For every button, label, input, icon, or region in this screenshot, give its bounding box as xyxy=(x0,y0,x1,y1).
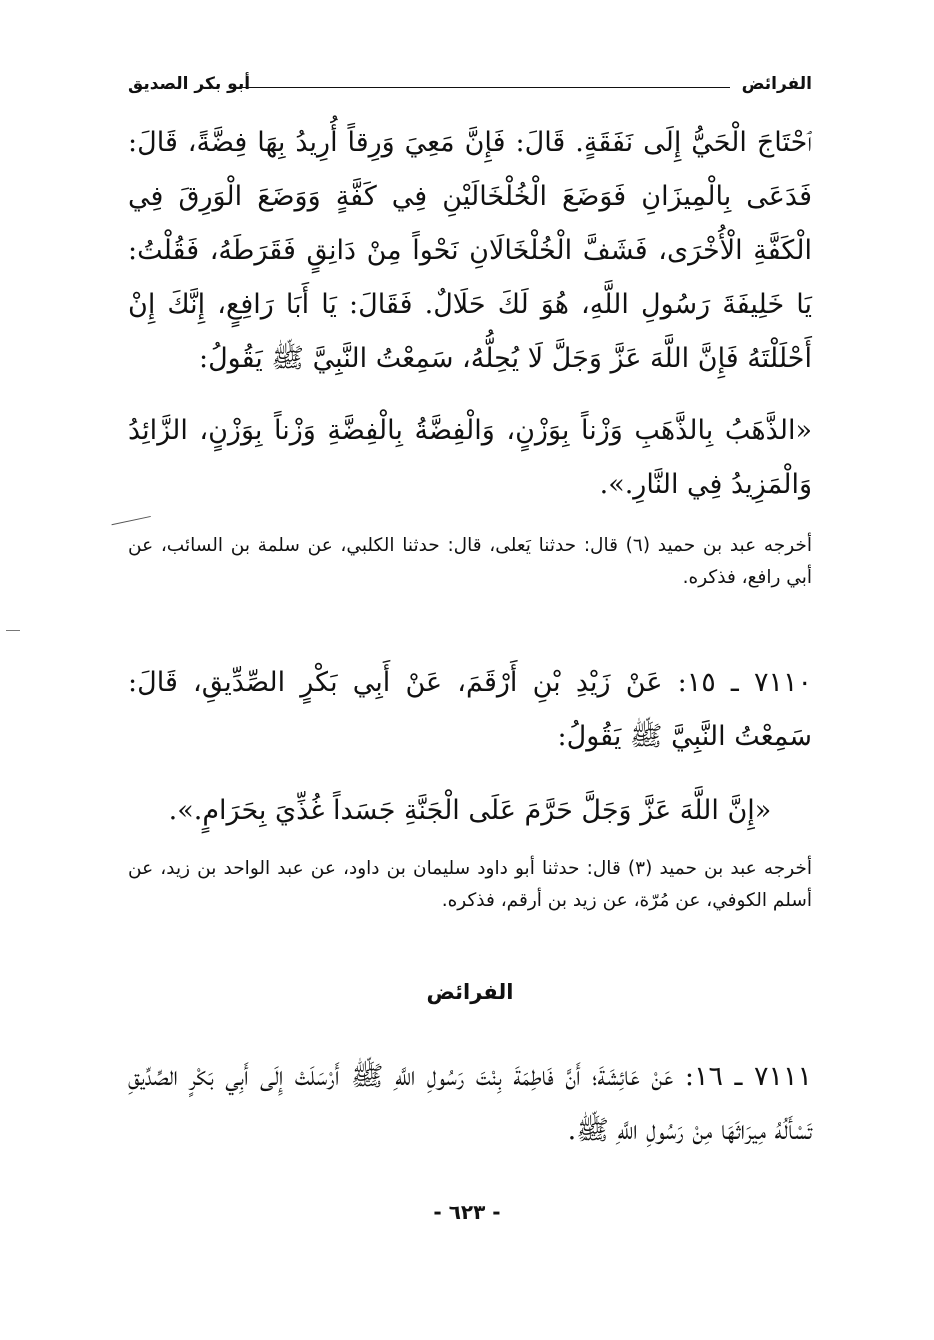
scan-mark xyxy=(6,630,20,631)
running-header xyxy=(128,70,812,100)
takhrij-note: أخرجه عبد بن حميد (٦) قال: حدثنا يَعلى، قال: حدثنا الكلبي، عن سلمة بن السائب، عن أبي رافع، فذكره. xyxy=(128,535,813,588)
hadith-quote: «الذَّهَبُ بِالذَّهَبِ وَزْناً بِوَزْنٍ، وَالْفِضَّةُ بِالْفِضَّةِ وَزْناً بِوَزْنٍ، الزَّائِدُ وَالْمَزِيدُ فِي النَّارِ.». xyxy=(128,415,812,500)
section-heading: الفرائض xyxy=(426,980,514,1004)
takhrij-note: أخرجه عبد بن حميد (٣) قال: حدثنا أبو داود سليمان بن داود، عن عبد الواحد بن زيد، عن أسلم الكوفي، عن مُرّة، عن زيد بن أرقم، فذكره. xyxy=(128,858,812,911)
hadith-7110: ٧١١٠ ـ ١٥: عَنْ زَيْدِ بْنِ أَرْقَمَ، عَنْ أَبِي بَكْرٍ الصِّدِّيقِ، قَالَ: سَمِعْتُ النَّبِيَّ ﷺ يَقُولُ: xyxy=(128,667,812,752)
header-section-title: الفرائض xyxy=(741,74,812,94)
header-book-title: أبو بكر الصديق xyxy=(128,74,251,94)
page-number: - ٦٢٣ - xyxy=(433,1200,501,1224)
hadith-text-continued: ٱحْتَاجَ الْحَيُّ إِلَى نَفَقَةٍ. قَالَ: فَإِنَّ مَعِيَ وَرِقاً أُرِيدُ بِهَا فِضَّةً، قَالَ: فَدَعَى بِالْمِيزَانِ فَوَضَعَ الْخُلْخَالَيْنِ فِي كَفَّةٍ وَوَضَعَ الْوَرِقَ فِي الْكَفَّةِ الْأُخْرَى، فَشَفَّ الْخُلْخَالَانِ نَحْواً مِنْ دَانِقٍ فَقَرَطَهُ، فَقُلْتُ: يَا خَلِيفَةَ رَسُولِ اللَّهِ، هُوَ لَكَ حَلَالٌ. فَقَالَ: يَا أَبَا رَافِعٍ، إِنَّكَ إِنْ أَحْلَلْتَهُ فَإِنَّ اللَّهَ عَزَّ وَجَلَّ لَا يُحِلُّهُ، سَمِعْتُ النَّبِيَّ ﷺ يَقُولُ: xyxy=(128,127,812,374)
hadith-quote: «إِنَّ اللَّهَ عَزَّ وَجَلَّ حَرَّمَ عَلَى الْجَنَّةِ جَسَداً غُذِّيَ بِحَرَامٍ.». xyxy=(168,795,772,826)
hadith-7111: ٧١١١ ـ ١٦: عَنْ عَائِشَةَ؛ أَنَّ فَاطِمَةَ بِنْتَ رَسُولِ اللَّهِ ﷺ أَرْسَلَتْ إِلَى أَبِي بَكْرٍ الصِّدِّيقِ تَسْأَلُهُ مِيرَاثَهَا مِنْ رَسُولِ اللَّهِ ﷺ. xyxy=(128,1061,812,1146)
header-rule xyxy=(236,87,730,88)
